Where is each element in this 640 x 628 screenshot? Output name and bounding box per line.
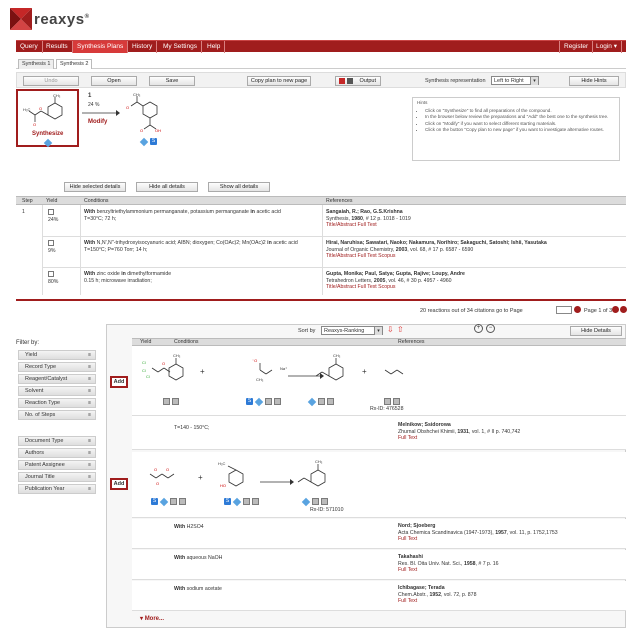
add-reaction-button[interactable]: Add [110, 376, 128, 388]
svg-text:Cl: Cl [146, 374, 150, 379]
structure-tool-icon[interactable] [44, 139, 52, 147]
page-indicator: Page 1 of 3 [584, 308, 613, 314]
representation-select[interactable]: Left to Right ▾ [491, 76, 539, 85]
svg-text:O: O [154, 467, 158, 472]
view-icon[interactable] [312, 498, 319, 505]
reference-cell: Nord; Sjoeberg Acta Chemica Scandinavica (1947-1973), 1957, vol. 11, p. 1752,1753 Full Text [398, 523, 558, 542]
full-text-link[interactable]: Full Text [398, 567, 418, 573]
hide-details-button[interactable]: Hide Details [570, 326, 622, 336]
nav-synthesis-plans[interactable]: Synthesis Plans [73, 41, 128, 53]
sort-asc-icon[interactable]: ⇧ [397, 325, 404, 334]
reference-cell: Gupta, Monika; Paul, Satya; Gupta, Rajive; Loupy, Andre Tetrahedron Letters, 2005, vol. 46, # 30 p. 4957 - 4960 Title/Abstract Full Text Scopus [326, 271, 465, 290]
synthesize-step-icon[interactable]: S [151, 138, 156, 144]
col-references: References [326, 198, 353, 204]
filter-record-type[interactable]: Record Type ≡ [18, 362, 96, 372]
nav-query[interactable]: Query [16, 41, 43, 53]
hint-item: • Click on "Synthesize" to find all preparations of the compound. [425, 108, 615, 114]
representation-label: Synthesis representation [425, 78, 486, 84]
full-text-link[interactable]: Full Text [398, 536, 418, 542]
steps-table-body [16, 205, 626, 295]
sort-select[interactable]: Reaxys-Ranking ▾ [321, 326, 383, 335]
table-row [132, 416, 626, 450]
col-conditions: Conditions [84, 198, 109, 204]
magnify-icon[interactable] [274, 398, 281, 405]
filter-patent-assignee[interactable]: Patent Assignee ≡ [18, 460, 96, 470]
last-page-icon[interactable] [620, 306, 627, 313]
svg-text:CH₃: CH₃ [256, 377, 264, 382]
magnify-icon[interactable] [179, 498, 186, 505]
plan-toolbar [16, 72, 626, 88]
svg-text:O: O [39, 106, 43, 111]
magnify-icon[interactable] [321, 498, 328, 505]
step-cell: 1 [22, 209, 25, 215]
magnify-icon[interactable] [172, 398, 179, 405]
table-row [132, 581, 626, 611]
tab-synthesis-1[interactable]: Synthesis 1 [18, 59, 54, 69]
filter-authors[interactable]: Authors ≡ [18, 448, 96, 458]
svg-text:O: O [140, 128, 144, 133]
save-button[interactable]: Save [149, 76, 195, 86]
reaction-scheme-2 [140, 454, 360, 500]
reaction-scheme-1 [140, 348, 430, 398]
conditions-cell: With sodium acetate [174, 586, 222, 592]
svg-text:O: O [166, 467, 170, 472]
view-icon[interactable] [163, 398, 170, 405]
yield-cell: 24% [48, 217, 59, 223]
table-row [42, 205, 626, 235]
output-button[interactable]: Output [335, 76, 381, 86]
svg-text:H₃C: H₃C [218, 461, 226, 466]
full-text-link[interactable]: Full Text [398, 598, 418, 604]
svg-text:+: + [200, 367, 205, 376]
printer-icon [347, 78, 353, 84]
filter-title: Filter by: [16, 340, 40, 346]
yield-cell: 9% [48, 248, 56, 254]
hint-item: • Click on the button "Copy plan to new page" if you want to investigate alternative routes. [425, 127, 615, 133]
nav-login[interactable]: Login ▾ [592, 41, 622, 53]
table-row [42, 236, 626, 266]
page-input[interactable] [556, 306, 572, 314]
target-structure-drawing [20, 93, 79, 129]
svg-text:Cl: Cl [142, 368, 146, 373]
results-table-header [132, 338, 626, 346]
svg-text:O: O [126, 105, 130, 110]
hide-selected-details-button[interactable]: Hide selected details [64, 182, 126, 192]
svg-text:+: + [198, 473, 203, 482]
tab-synthesis-2[interactable]: Synthesis 2 [56, 59, 92, 69]
logo-text: reaxys® [34, 11, 90, 28]
structure-tool-icon[interactable] [140, 138, 148, 146]
svg-text:O: O [33, 122, 37, 127]
view-icon[interactable] [318, 398, 325, 405]
pdf-icon [339, 78, 345, 84]
hint-item: • Click on "Modify" if you want to select different starting materials. [425, 121, 615, 127]
col-step: Step [22, 198, 33, 204]
svg-text:CH₃: CH₃ [333, 353, 341, 358]
magnify-icon[interactable] [393, 398, 400, 405]
svg-text:HO: HO [220, 483, 226, 488]
row-checkbox[interactable] [48, 240, 54, 246]
undo-button[interactable]: Undo [23, 76, 79, 86]
hint-item: • In the browser below review the preparations and "Add" the best one to the synthesis tree. [425, 114, 615, 120]
filter-reaction-type[interactable]: Reaction Type ≡ [18, 398, 96, 408]
conditions-cell: With zinc oxide in dimethylformamide 0.15 h; microwave irradiation; [84, 271, 172, 284]
open-button[interactable]: Open [91, 76, 137, 86]
filter-yield[interactable]: Yield ≡ [18, 350, 96, 360]
section-divider [16, 299, 626, 301]
table-row [42, 267, 626, 295]
chevron-down-icon: ▾ [374, 327, 382, 335]
reference-cell: Takahashi Res. Bl. Oita Univ. Nat. Sci., 1958, # 7 p. 16 Full Text [398, 554, 499, 573]
yield-cell: 80% [48, 279, 59, 285]
reference-cell: Ichibagase; Terada Chem.Abstr., 1952, vol. 72, p. 878 Full Text [398, 585, 477, 604]
svg-text:CH₃: CH₃ [53, 93, 61, 98]
filter-solvent[interactable]: Solvent ≡ [18, 386, 96, 396]
reference-cell: Melnikow; Ssidorowa Zhurnal Obshchei Khimii, 1931, vol. 1, # II p. 740,742 Full Text [398, 422, 521, 441]
svg-text:⁻O: ⁻O [252, 358, 258, 363]
col-conditions: Conditions [174, 339, 199, 345]
svg-text:Na⁺: Na⁺ [280, 366, 288, 371]
svg-text:CH₃: CH₃ [173, 353, 181, 358]
filter-no-of-steps[interactable]: No. of Steps ≡ [18, 410, 96, 420]
reference-cell: Hirai, Naruhisa; Sawatari, Naoko; Nakamura, Norihiro; Sakaguchi, Satoshi; Ishii, Yasutaka Journal of Organic Chemistry, 2003, vol. 68, # 17 p. 6587 - 6590 Title/Abstract Full Text Scopus [326, 240, 547, 259]
svg-text:O: O [156, 481, 160, 486]
reference-links[interactable]: Title/Abstract Full Text Scopus [326, 253, 396, 259]
filter-reagent-catalyst[interactable]: Reagent/Catalyst ≡ [18, 374, 96, 384]
next-page-icon[interactable] [612, 306, 619, 313]
synthesize-link[interactable]: Synthesize [32, 131, 64, 137]
filter-publication-year[interactable]: Publication Year ≡ [18, 484, 96, 494]
filter-journal-title[interactable]: Journal Title ≡ [18, 472, 96, 482]
svg-text:Cl: Cl [142, 360, 146, 365]
hints-panel [412, 97, 620, 161]
col-references: References [398, 339, 425, 345]
reaction-arrow [80, 108, 120, 118]
view-icon[interactable] [243, 498, 250, 505]
steps-table-header [16, 196, 626, 205]
col-yield: Yield [140, 339, 152, 345]
sort-label: Sort by [298, 328, 316, 334]
precursor-structure-drawing [126, 92, 174, 136]
reference-links[interactable]: Title/Abstract Full Text Scopus [326, 284, 396, 290]
copy-plan-button[interactable]: Copy plan to new page [247, 76, 311, 86]
step-number: 1 [88, 93, 92, 99]
sort-desc-icon[interactable]: ⇩ [387, 325, 394, 334]
add-reaction-button[interactable]: Add [110, 478, 128, 490]
reference-cell: Sangaiah, R.; Rao, G.S.Krishna Synthesis, 1980, # 12 p. 1018 - 1019 Title/Abstract Full Text [326, 209, 411, 228]
hide-hints-button[interactable]: Hide Hints [569, 76, 619, 86]
conditions-cell: T=140 - 150°C; [174, 425, 210, 431]
row-checkbox[interactable] [48, 271, 54, 277]
step-yield: 24 % [88, 102, 100, 108]
rx-id: Rx-ID: 476528 [370, 406, 404, 412]
results-summary: 20 reactions out of 34 citations go to Page [420, 308, 523, 314]
svg-text:O: O [162, 361, 166, 366]
conditions-cell: With aqueous NaOH [174, 555, 223, 561]
nav-history[interactable]: History [128, 41, 157, 53]
nav-register[interactable]: Register [559, 41, 593, 53]
chevron-down-icon: ▾ [530, 77, 538, 85]
col-yield: Yield [46, 198, 58, 204]
more-link[interactable]: ▾ More... [140, 616, 165, 622]
svg-text:+: + [362, 367, 367, 376]
table-row [132, 550, 626, 580]
view-icon[interactable] [265, 398, 272, 405]
full-text-link[interactable]: Full Text [398, 435, 418, 441]
table-row [132, 519, 626, 549]
magnify-icon[interactable] [252, 498, 259, 505]
view-icon[interactable] [384, 398, 391, 405]
synthesis-tabs [16, 57, 626, 69]
nav-results[interactable]: Results [42, 41, 73, 53]
synthesize-icon[interactable]: S [225, 498, 230, 504]
svg-text:H₃C: H₃C [23, 107, 31, 112]
show-all-details-button[interactable]: Show all details [208, 182, 270, 192]
modify-link[interactable]: Modify [88, 119, 108, 125]
view-icon[interactable] [170, 498, 177, 505]
conditions-cell: With benzyltriethylammonium permanganate, potassium permanganate in acetic acid T=30°C; 72 h; [84, 209, 281, 222]
reference-links[interactable]: Title/Abstract Full Text [326, 222, 377, 228]
hints-title: Hints [417, 100, 428, 105]
reaxys-logo[interactable] [4, 4, 124, 34]
synthesize-icon[interactable]: S [152, 498, 157, 504]
zoom-out-icon[interactable]: − [486, 324, 495, 333]
logo-icon [10, 8, 32, 30]
zoom-in-icon[interactable]: + [474, 324, 483, 333]
svg-text:CH₃: CH₃ [133, 92, 141, 97]
conditions-cell: With H2SO4 [174, 524, 204, 530]
svg-text:OH: OH [155, 128, 161, 133]
svg-text:CH₃: CH₃ [315, 459, 323, 464]
row-checkbox[interactable] [48, 209, 54, 215]
magnify-icon[interactable] [327, 398, 334, 405]
rx-id: Rx-ID: 571010 [310, 507, 344, 513]
nav-help[interactable]: Help [203, 41, 225, 53]
hide-all-details-button[interactable]: Hide all details [136, 182, 198, 192]
synthesize-icon[interactable]: S [247, 398, 252, 404]
target-compound-box[interactable] [16, 89, 79, 147]
main-nav [16, 40, 626, 52]
nav-my-settings[interactable]: My Settings [159, 41, 202, 53]
go-page-icon[interactable] [574, 306, 581, 313]
conditions-cell: With N,N',N''-trihydroxyisocyanuric acid; AIBN; dioxygen; Co(OAc)2; Mn(OAc)2 in acetic acid T=150°C; P=760 Torr; 14 h; [84, 240, 298, 253]
filter-document-type[interactable]: Document Type ≡ [18, 436, 96, 446]
